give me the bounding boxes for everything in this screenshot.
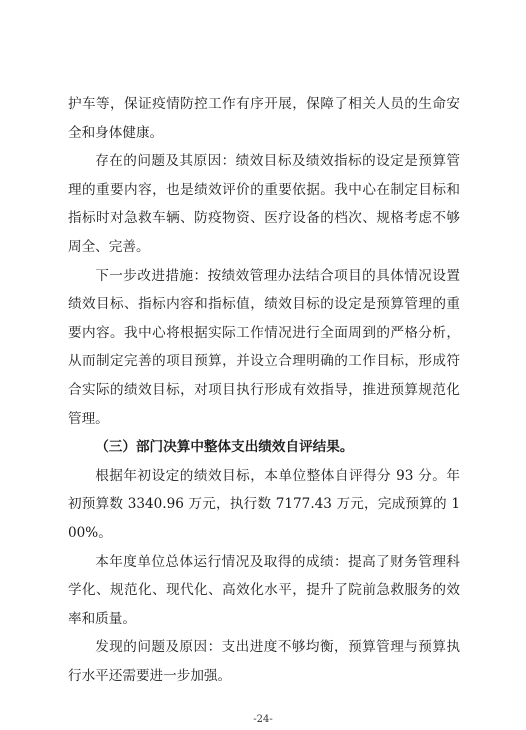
achievements-paragraph: 本年度单位总体运行情况及取得的成绩：提高了财务管理科学化、规范化、现代化、高效化水平，提升了院前急救服务的效率和质量。	[68, 553, 460, 627]
page-number: -24-	[253, 714, 273, 725]
improvement-measures-paragraph: 下一步改进措施：按绩效管理办法结合项目的具体情况设置绩效目标、指标内容和指标值，绩效目标的设定是预算管理的重要内容。我中心将根据实际工作情况进行全面周到的严格分析，从而制定完善的项目预算，并设立合理明确的工作目标，形成符合实际的绩效目标，对项目执行形成有效指导，推进预算规范化管理。	[68, 267, 460, 427]
page-body	[68, 90, 460, 690]
section-heading: （三）部门决算中整体支出绩效自评结果。	[95, 439, 354, 456]
problems-paragraph: 存在的问题及其原因：绩效目标及绩效指标的设定是预算管理的重要内容，也是绩效评价的重要依据。我中心在制定目标和指标时对急救车辆、防疫物资、医疗设备的档次、规格考虑不够周全、完善。	[68, 153, 460, 255]
issues-found-paragraph: 发现的问题及原因：支出进度不够均衡，预算管理与预算执行水平还需要进一步加强。	[68, 639, 460, 684]
continuation-paragraph: 护车等，保证疫情防控工作有序开展，保障了相关人员的生命安全和身体健康。	[68, 96, 460, 141]
self-evaluation-score-paragraph: 根据年初设定的绩效目标，本单位整体自评得分 93 分。年初预算数 3340.96 万元，执行数 7177.43 万元，完成预算的 100%。	[68, 467, 460, 541]
